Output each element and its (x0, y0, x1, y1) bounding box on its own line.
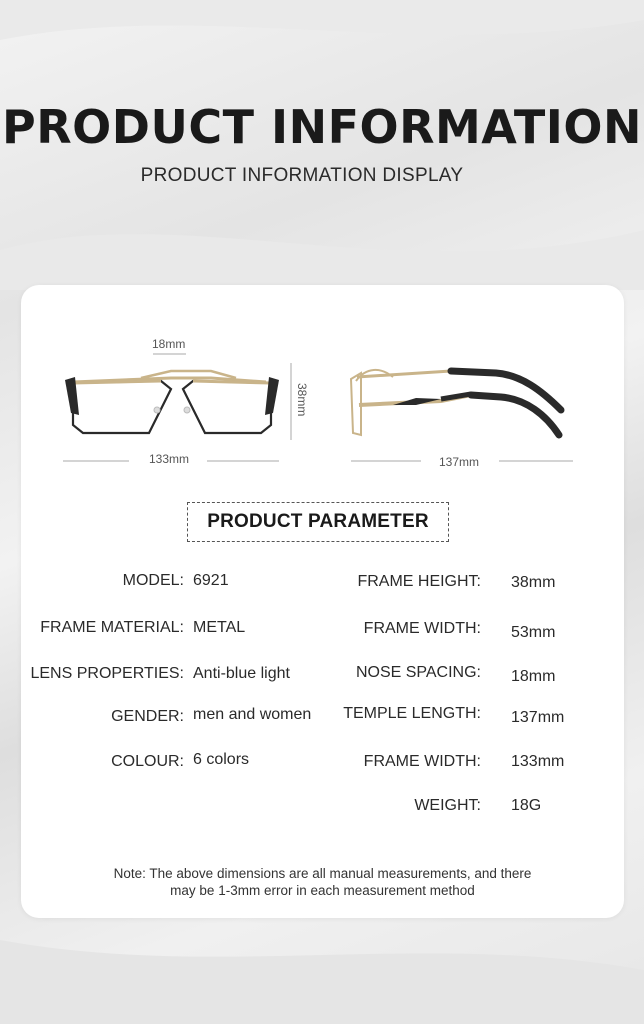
param-value-frame-height: 38mm (511, 574, 556, 591)
page-subtitle: PRODUCT INFORMATION DISPLAY (140, 165, 464, 186)
param-label-frame-material: FRAME MATERIAL: (40, 619, 184, 636)
param-label-frame-width-2: FRAME WIDTH: (363, 753, 481, 770)
glasses-illustration (21, 285, 624, 485)
param-value-frame-width-2: 133mm (511, 753, 565, 770)
param-label-colour: COLOUR: (111, 753, 184, 770)
param-label-frame-height: FRAME HEIGHT: (357, 573, 481, 590)
bridge-dimension: 18mm (152, 337, 186, 351)
param-label-lens-properties: LENS PROPERTIES: (30, 665, 184, 682)
param-value-model: 6921 (193, 572, 229, 589)
param-label-weight: WEIGHT: (414, 797, 481, 814)
param-value-gender: men and women (193, 706, 312, 723)
param-value-nose-spacing: 18mm (511, 668, 556, 685)
param-value-weight: 18G (511, 797, 542, 814)
param-value-frame-material: METAL (193, 619, 246, 636)
temple-dimension: 137mm (439, 455, 480, 469)
measurement-note (21, 865, 624, 899)
section-title: PRODUCT PARAMETER (187, 502, 449, 542)
note-line-2: may be 1-3mm error in each measurement method (170, 883, 475, 898)
param-label-model: MODEL: (122, 572, 184, 589)
param-label-frame-width: FRAME WIDTH: (363, 620, 481, 637)
param-label-gender: GENDER: (111, 708, 184, 725)
note-line-1: Note: The above dimensions are all manual measurements, and there (113, 866, 532, 881)
param-value-frame-width: 53mm (511, 624, 556, 641)
lens-height-dimension: 38mm (295, 383, 309, 417)
glasses-front-view (63, 354, 291, 461)
page-title: PRODUCT INFORMATION (2, 100, 642, 154)
param-value-lens-properties: Anti-blue light (193, 665, 290, 682)
glasses-side-view (351, 370, 573, 461)
param-label-nose-spacing: NOSE SPACING: (355, 664, 481, 681)
product-card (21, 285, 624, 918)
param-label-temple-length: TEMPLE LENGTH: (343, 705, 481, 722)
param-value-temple-length: 137mm (511, 709, 565, 726)
front-width-dimension: 133mm (149, 452, 190, 466)
param-value-colour: 6 colors (193, 751, 250, 768)
